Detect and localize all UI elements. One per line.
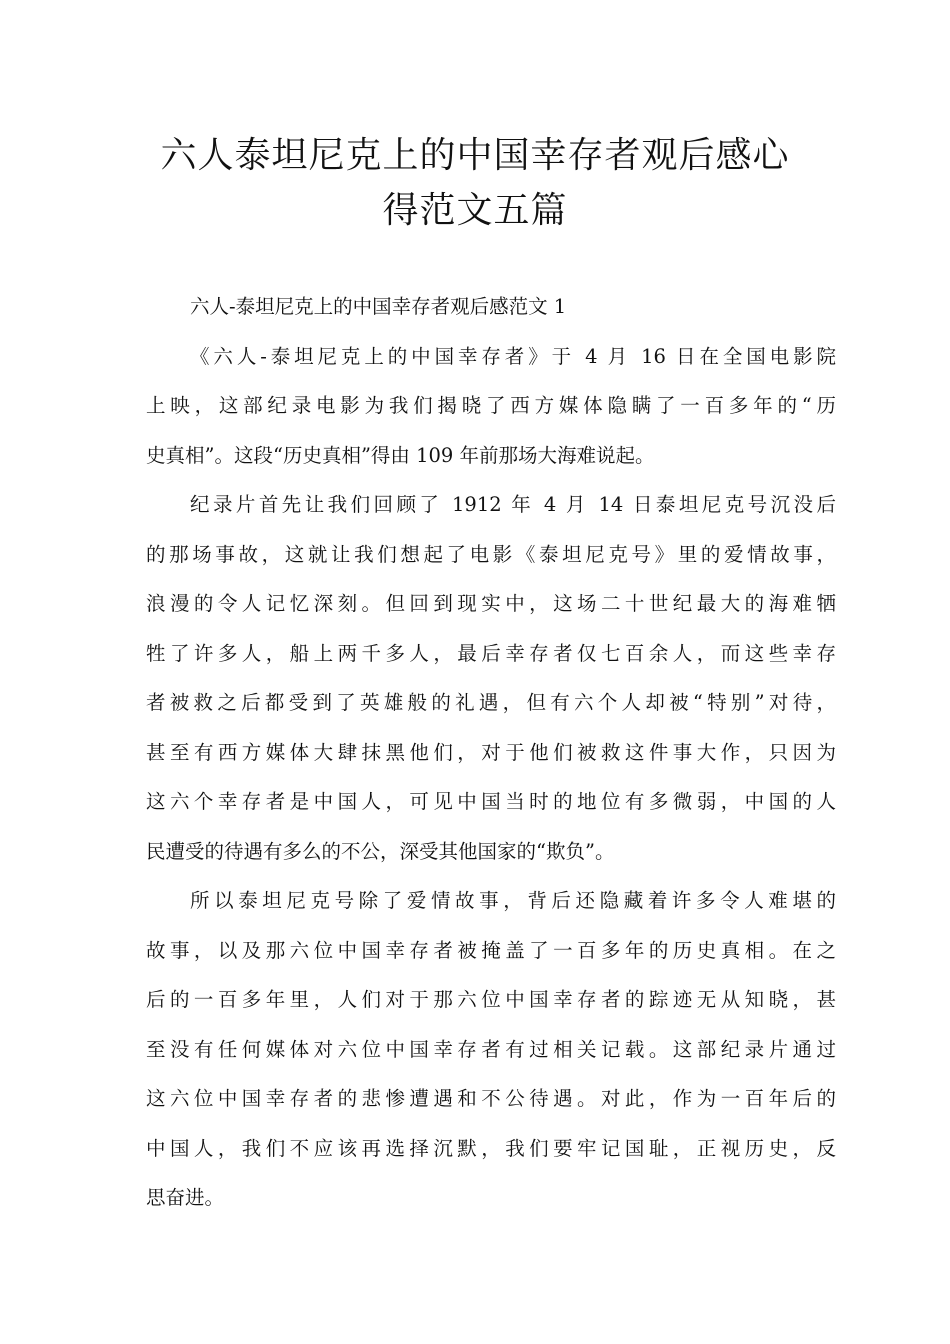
paragraph-line: 史真相”。这段“历史真相”得由 109 年前那场大海难说起。 (146, 443, 655, 467)
paragraph-line: 至没有任何媒体对六位中国幸存者有过相关记载。这部纪录片通过 (146, 1037, 836, 1061)
paragraph-3 (146, 876, 836, 1223)
title-line: 得范文五篇 (382, 190, 568, 231)
paragraph-line: 中国人，我们不应该再选择沉默，我们要牢记国耻，正视历史，反 (146, 1136, 836, 1160)
paragraph-line: 者被救之后都受到了英雄般的礼遇，但有六个人却被“特别”对待， (146, 691, 836, 714)
paragraph-line: 民遭受的待遇有多么的不公，深受其他国家的“欺负”。 (146, 839, 615, 863)
paragraph-line: 牲了许多人，船上两千多人，最后幸存者仅七百余人，而这些幸存 (146, 641, 836, 665)
paragraph-line: 甚至有西方媒体大肆抹黑他们，对于他们被救这件事大作，只因为 (146, 740, 836, 764)
paragraph-line: 的那场事故，这就让我们想起了电影《泰坦尼克号》里的爱情故事， (146, 542, 836, 566)
title-line: 六人泰坦尼克上的中国幸存者观后感心 (160, 135, 790, 176)
paragraph-line: 这六个幸存者是中国人，可见中国当时的地位有多微弱，中国的人 (146, 790, 836, 813)
paragraph-line: 故事，以及那六位中国幸存者被掩盖了一百多年的历史真相。在之 (146, 938, 836, 962)
section-heading (146, 282, 836, 332)
paragraph-line: 所以泰坦尼克号除了爱情故事，背后还隐藏着许多令人难堪的 (190, 889, 836, 912)
document-title (100, 128, 850, 238)
paragraph-line: 《六人-泰坦尼克上的中国幸存者》于 4 月 16 日在全国电影院 (190, 344, 836, 368)
paragraph-line: 浪漫的令人记忆深刻。但回到现实中，这场二十世纪最大的海难牺 (146, 592, 836, 615)
paragraph-line: 后的一百多年里，人们对于那六位中国幸存者的踪迹无从知晓，甚 (146, 988, 836, 1011)
paragraph-2 (146, 480, 836, 876)
paragraph-line: 上映，这部纪录电影为我们揭晓了西方媒体隐瞒了一百多年的“历 (146, 394, 836, 417)
section-heading-text: 六人-泰坦尼克上的中国幸存者观后感范文 1 (190, 295, 567, 318)
paragraph-1 (146, 332, 836, 481)
paragraph-line: 这六位中国幸存者的悲惨遭遇和不公待遇。对此，作为一百年后的 (146, 1087, 836, 1110)
document-body (146, 282, 836, 1223)
paragraph-line: 纪录片首先让我们回顾了 1912 年 4 月 14 日泰坦尼克号沉没后 (190, 493, 836, 516)
paragraph-line: 思奋进。 (146, 1186, 225, 1209)
